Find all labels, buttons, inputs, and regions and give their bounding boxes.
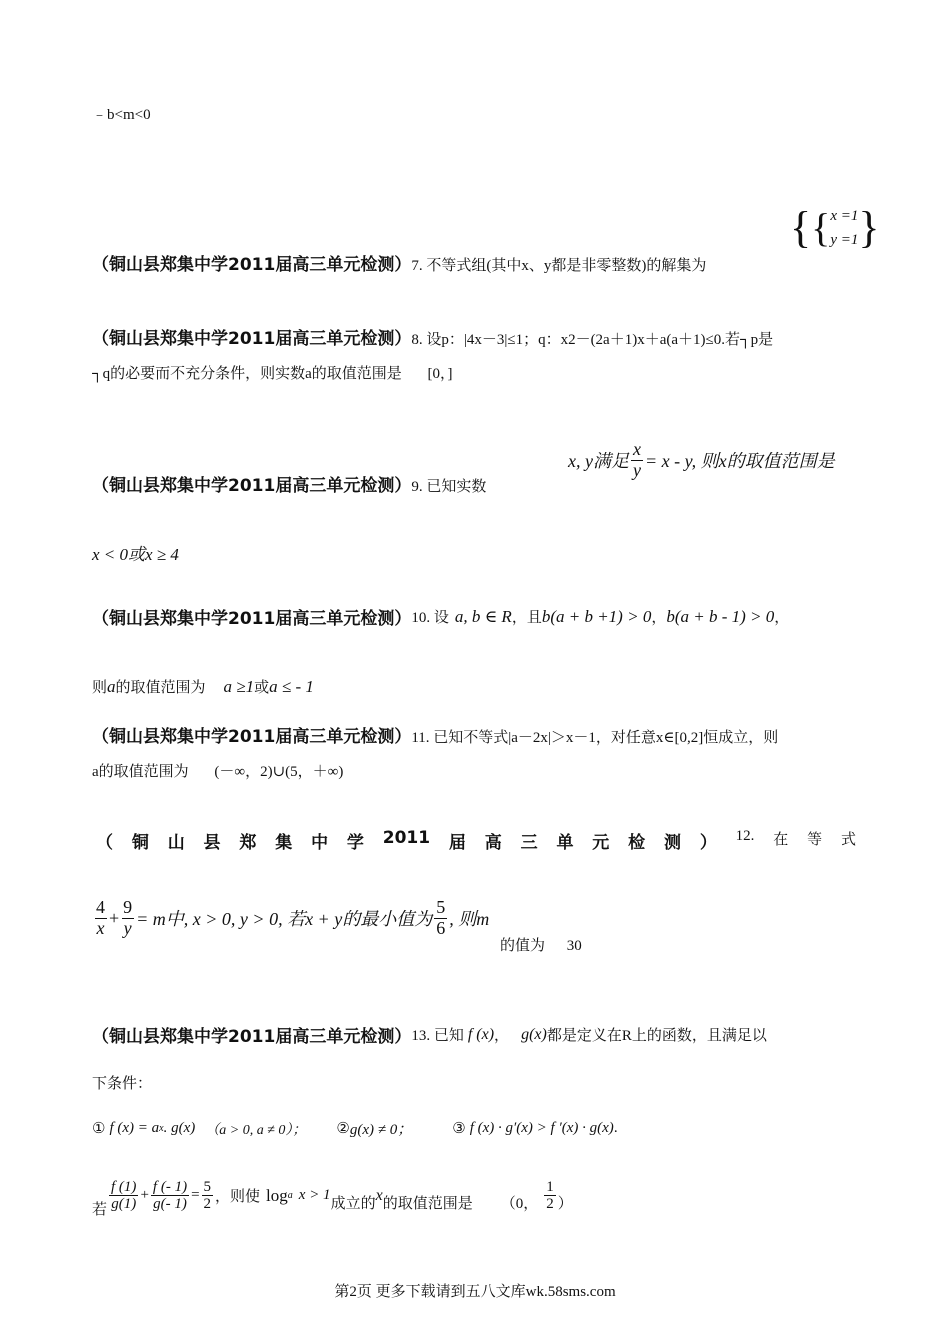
q13-c3-end: . bbox=[613, 1120, 618, 1136]
q13-fc-num: 5 bbox=[203, 1178, 212, 1195]
q12-header-char: 三 bbox=[520, 833, 538, 853]
q13-fb-num: f (- 1) bbox=[152, 1178, 188, 1195]
q10-var: a bbox=[107, 676, 116, 696]
q13-f: f (x) bbox=[467, 1025, 495, 1043]
source-label: （铜山县郑集中学2011届高三单元检测） bbox=[92, 609, 412, 629]
q12-header-char: 届 bbox=[448, 833, 466, 853]
question-11 bbox=[92, 722, 778, 747]
q12-header-char: 铜 bbox=[131, 833, 149, 853]
q13-sep: ， bbox=[494, 1028, 510, 1044]
q8-answer: [0，] bbox=[427, 366, 453, 382]
q13-hold: 成立的 bbox=[330, 1196, 376, 1212]
q13-ans-num: 1 bbox=[546, 1178, 554, 1195]
q12-header-char: 检 bbox=[628, 833, 646, 853]
q13-ans-den: 2 bbox=[546, 1196, 554, 1212]
q13-log: log bbox=[266, 1185, 288, 1205]
q12-f3-num: 5 bbox=[436, 897, 446, 917]
q12-header-char: （ bbox=[96, 833, 113, 853]
q10-ans2: a ≤ - 1 bbox=[269, 676, 314, 696]
q8-text1: 8. 设p：|4x－3|≤1；q：x2－(2a＋1)x＋a(a＋1)≤0.若┐p是 bbox=[411, 332, 774, 348]
q12-header-char: 测 bbox=[663, 833, 681, 853]
question-8 bbox=[92, 324, 773, 349]
q12-answer-line bbox=[500, 934, 582, 955]
q10-line2-prefix: 则 bbox=[92, 680, 108, 696]
question-13 bbox=[92, 1022, 767, 1047]
q7-row1: x =1 bbox=[830, 208, 859, 224]
q13-log-sub: a bbox=[287, 1190, 293, 1201]
q9-frac-num: x bbox=[632, 439, 641, 459]
page-footer: 第2页 更多下载请到五八文库wk.58sms.com bbox=[334, 1284, 616, 1300]
q9-text: 9. 已知实数 bbox=[411, 479, 487, 495]
source-label: （铜山县郑集中学2011届高三单元检测） bbox=[92, 255, 412, 275]
q9-condition bbox=[568, 440, 835, 481]
q12-header-char: 等 bbox=[807, 832, 823, 848]
q13-c1-tail: . g(x) bbox=[163, 1120, 196, 1136]
q13-if: 若 bbox=[92, 1202, 108, 1218]
q13-fa-den: g(1) bbox=[111, 1196, 137, 1212]
answer-q6: ﹣b<m<0 bbox=[92, 107, 151, 123]
q11-text2: a的取值范围为 bbox=[92, 764, 189, 780]
q7-answer-set: { { x =1 y =1 } bbox=[790, 203, 880, 252]
q13-c3: f (x) · g′(x) > f ′(x) · g(x) bbox=[469, 1120, 614, 1136]
q10-ans1: a ≥1 bbox=[223, 676, 255, 696]
q13-c2: g(x) ≠ 0； bbox=[349, 1122, 413, 1138]
q9-cond-prefix: x, y满足 bbox=[568, 451, 629, 472]
q12-header-char: 式 bbox=[840, 832, 856, 848]
q13-c1-cond: （a > 0, a ≠ 0）； bbox=[205, 1122, 307, 1138]
q11-answer: (－∞，2)∪(5，＋∞) bbox=[214, 764, 344, 780]
q12-header-char: 高 bbox=[484, 833, 502, 853]
q10-end: ， bbox=[774, 610, 790, 626]
q13-final-line: 若 $\frac{f (1)}{g(1)}$ + $\frac{f (- 1)}{g(- 1)}$ = $\frac{5}{2}$ ，则使 log a x > 1 成立的 x 的取值范围是 （0， $\frac{1}{2}$ ） bbox=[92, 1178, 573, 1218]
question-12-header bbox=[96, 828, 856, 853]
q13-g: g(x) bbox=[521, 1025, 547, 1043]
q11-line2 bbox=[92, 760, 343, 781]
q12-header-char: 元 bbox=[592, 833, 610, 853]
q12-f3-den: 6 bbox=[436, 917, 446, 938]
q13-line2: 下条件： bbox=[92, 1076, 153, 1092]
q12-header-char: 山 bbox=[167, 833, 185, 853]
q12-header-char: 单 bbox=[556, 833, 574, 853]
q10-text: 10. 设 bbox=[411, 610, 449, 626]
q12-header-char: 12. bbox=[735, 828, 755, 844]
q12-mid: = m中, x > 0, y > 0, 若x + y的最小值为 bbox=[136, 909, 433, 930]
question-10 bbox=[92, 604, 789, 629]
q12-header-char: 县 bbox=[203, 833, 221, 853]
question-7 bbox=[92, 250, 706, 275]
q8-text2: ┐q的必要而不充分条件，则实数a的取值范围是 bbox=[92, 366, 402, 382]
q10-sep: ， bbox=[651, 610, 667, 626]
q12-header-char: 郑 bbox=[239, 833, 257, 853]
q9-cond-suffix: = x - y, 则x的取值范围是 bbox=[644, 451, 835, 472]
q13-fb-den: g(- 1) bbox=[153, 1196, 187, 1212]
q12-f2-den: y bbox=[123, 917, 132, 938]
q13-then: ，则使 bbox=[215, 1189, 261, 1205]
q12-header-char: 2011 bbox=[382, 828, 431, 848]
q13-c1-sup: x bbox=[159, 1123, 164, 1134]
q13-text-after: 都是定义在R上的函数，且满足以 bbox=[546, 1028, 767, 1044]
q10-set: a, b ∈ R bbox=[454, 606, 512, 626]
q10-line2-mid: 的取值范围为 bbox=[115, 680, 206, 696]
q12-answer: 30 bbox=[566, 938, 582, 954]
q12-f2-num: 9 bbox=[123, 897, 133, 917]
q13-eq: = bbox=[191, 1187, 200, 1203]
q12-plus: + bbox=[109, 907, 120, 928]
q13-c3-mark: ③ bbox=[452, 1121, 466, 1137]
q12-tail: , 则m bbox=[449, 909, 490, 930]
q13-c2-mark: ② bbox=[336, 1121, 350, 1137]
q12-header-char: ） bbox=[699, 833, 717, 853]
q12-header-char: 在 bbox=[773, 832, 789, 848]
source-label: （铜山县郑集中学2011届高三单元检测） bbox=[92, 329, 412, 349]
q13-conditions bbox=[92, 1118, 618, 1139]
q13-c1-mark: ① bbox=[92, 1121, 106, 1137]
q7-text: 7. 不等式组(其中x、y都是非零整数)的解集为 bbox=[411, 258, 707, 274]
q13-log-tail: x > 1 bbox=[298, 1187, 331, 1203]
q12-header-char: 集 bbox=[275, 833, 293, 853]
q10-ineq2: b(a + b - 1) > 0 bbox=[666, 606, 775, 626]
q13-fc-den: 2 bbox=[203, 1196, 212, 1212]
q9-frac-den: y bbox=[632, 459, 641, 480]
q10-also: ，且 bbox=[511, 610, 542, 626]
question-9 bbox=[92, 471, 486, 496]
q13-ans-close: ） bbox=[557, 1196, 573, 1212]
q12-header-char: 中 bbox=[311, 833, 329, 853]
q13-ans-open: （0， bbox=[500, 1196, 539, 1212]
q10-or: 或 bbox=[254, 680, 270, 696]
q12-header-char: 学 bbox=[346, 833, 364, 853]
q11-text1: 11. 已知不等式|a－2x|＞x－1，对任意x∈[0,2]恒成立，则 bbox=[411, 730, 779, 746]
q8-line2 bbox=[92, 362, 453, 383]
q13-range: 的取值范围是 bbox=[382, 1196, 473, 1212]
q12-equation bbox=[92, 898, 489, 939]
q13-c1: f (x) = a bbox=[109, 1120, 160, 1136]
q13-text: 13. 已知 bbox=[411, 1028, 464, 1044]
source-label: （铜山县郑集中学2011届高三单元检测） bbox=[92, 1027, 412, 1047]
source-label: （铜山县郑集中学2011届高三单元检测） bbox=[92, 476, 412, 496]
q7-row2: y =1 bbox=[830, 232, 859, 248]
q9-answer: x < 0或x ≥ 4 bbox=[92, 545, 179, 564]
q12-f1-num: 4 bbox=[96, 897, 105, 917]
q12-f1-den: x bbox=[96, 917, 105, 938]
q10-line2 bbox=[92, 676, 314, 697]
source-label: （铜山县郑集中学2011届高三单元检测） bbox=[92, 727, 412, 747]
q13-xvar: x bbox=[375, 1186, 383, 1204]
q10-ineq1: b(a + b +1) > 0 bbox=[541, 606, 652, 626]
q13-fa-num: f (1) bbox=[111, 1178, 137, 1195]
q12-label: 的值为 bbox=[500, 938, 546, 954]
